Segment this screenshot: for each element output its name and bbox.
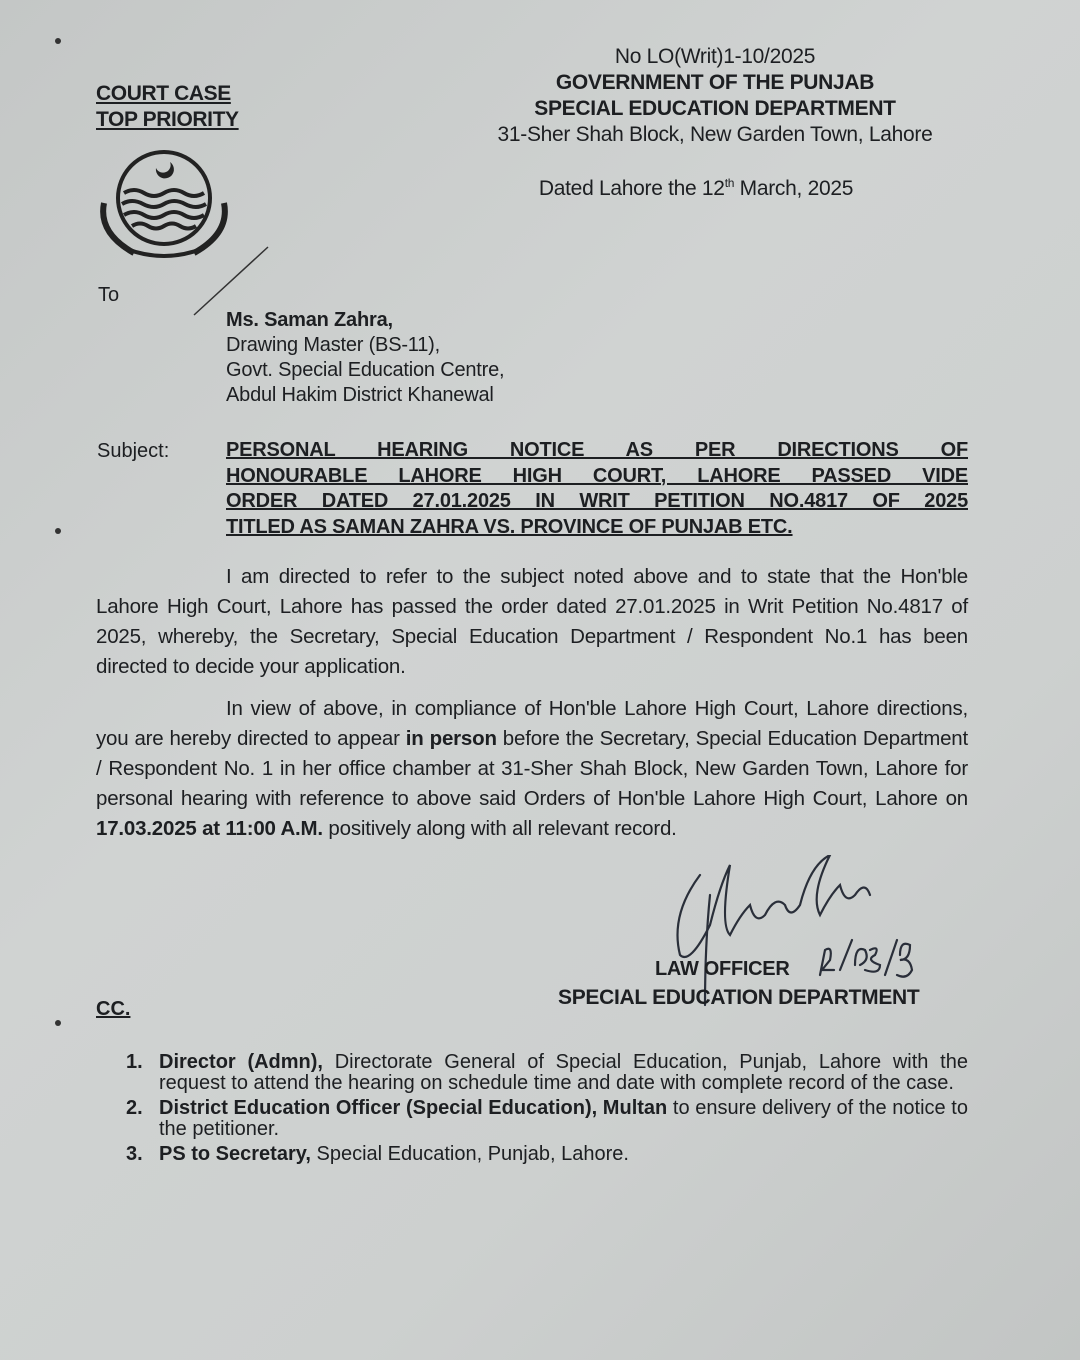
cc-item-recipient: PS to Secretary, xyxy=(159,1143,311,1165)
para-text: positively along with all relevant record. xyxy=(322,817,677,840)
department-address: 31-Sher Shah Block, New Garden Town, Lahore xyxy=(497,123,933,146)
cc-item-number: 3. xyxy=(126,1143,143,1165)
scan-mark xyxy=(55,38,61,44)
cc-label: CC. xyxy=(96,998,131,1020)
top-priority-tag: TOP PRIORITY xyxy=(96,108,239,131)
scan-mark xyxy=(55,528,61,534)
subject-line: PERSONAL HEARING NOTICE AS PER DIRECTIONS OF xyxy=(226,439,968,461)
subject-text xyxy=(226,438,968,540)
para-text: In view of above, in compliance of Hon'ble Lahore High Court, Lahore directions, you are hereby directed to appear xyxy=(96,697,968,750)
signatory-title: LAW OFFICER xyxy=(655,958,790,980)
recipient-name: Ms. Saman Zahra, xyxy=(226,309,393,331)
para-emphasis: in person xyxy=(405,727,497,750)
subject-line: ORDER DATED 27.01.2025 IN WRIT PETITION NO.4817 OF 2025 xyxy=(226,490,968,512)
hearing-datetime: 17.03.2025 at 11:00 A.M. xyxy=(96,817,323,840)
reference-number: No LO(Writ)1-10/2025 xyxy=(614,45,816,68)
to-label: To xyxy=(98,284,120,306)
cc-item-text: Special Education, Punjab, Lahore. xyxy=(310,1143,629,1165)
para-text: before the Secretary, Special Education Department / Respondent No. 1 in her office chamber at 31-Sher Shah Block, New Garden Town, Lahore for personal hearing with reference to above said Orders of Hon'ble Lahore High Court, Lahore on xyxy=(96,727,968,810)
recipient-location: Abdul Hakim District Khanewal xyxy=(226,384,494,406)
cc-item xyxy=(126,1098,968,1140)
date-superscript: th xyxy=(724,176,735,190)
letter-date xyxy=(421,176,971,201)
recipient-office: Govt. Special Education Centre, xyxy=(226,359,505,381)
cc-item-recipient: Director (Admn), xyxy=(159,1051,323,1073)
cc-item-text: Directorate General of Special Education, Punjab, Lahore with the request to attend the hearing on schedule time and date with complete record of the case. xyxy=(159,1051,968,1094)
cc-item xyxy=(126,1144,968,1165)
cc-item-number: 1. xyxy=(126,1051,143,1073)
court-case-tag: COURT CASE xyxy=(96,82,231,105)
date-text-suffix: March, 2025 xyxy=(734,177,854,200)
cc-item xyxy=(126,1052,968,1094)
subject-label: Subject: xyxy=(97,440,170,462)
government-title: GOVERNMENT OF THE PUNJAB xyxy=(555,71,875,94)
cc-list xyxy=(126,1052,968,1169)
date-text: Dated Lahore the 12 xyxy=(538,177,725,200)
department-title: SPECIAL EDUCATION DEPARTMENT xyxy=(534,97,896,120)
body-paragraph-2 xyxy=(96,694,968,844)
cc-item-recipient: District Education Officer (Special Education), Multan xyxy=(159,1097,668,1119)
body-paragraph-1: I am directed to refer to the subject noted above and to state that the Hon'ble Lahore High Court, Lahore has passed the order dated 27.01.2025 in Writ Petition No.4817 of 2025, whereby, the Secretary, Special Education Department / Respondent No.1 has been directed to decide your application. xyxy=(96,565,968,678)
signatory-department: SPECIAL EDUCATION DEPARTMENT xyxy=(558,986,920,1009)
cc-item-text: to ensure delivery of the notice to the petitioner. xyxy=(159,1097,968,1140)
scan-mark xyxy=(55,1020,61,1026)
subject-line: HONOURABLE LAHORE HIGH COURT, LAHORE PASSED VIDE xyxy=(226,464,968,487)
recipient-designation: Drawing Master (BS-11), xyxy=(226,334,440,356)
subject-line: TITLED AS SAMAN ZAHRA VS. PROVINCE OF PUNJAB ETC. xyxy=(226,515,793,538)
cc-item-number: 2. xyxy=(126,1097,143,1119)
